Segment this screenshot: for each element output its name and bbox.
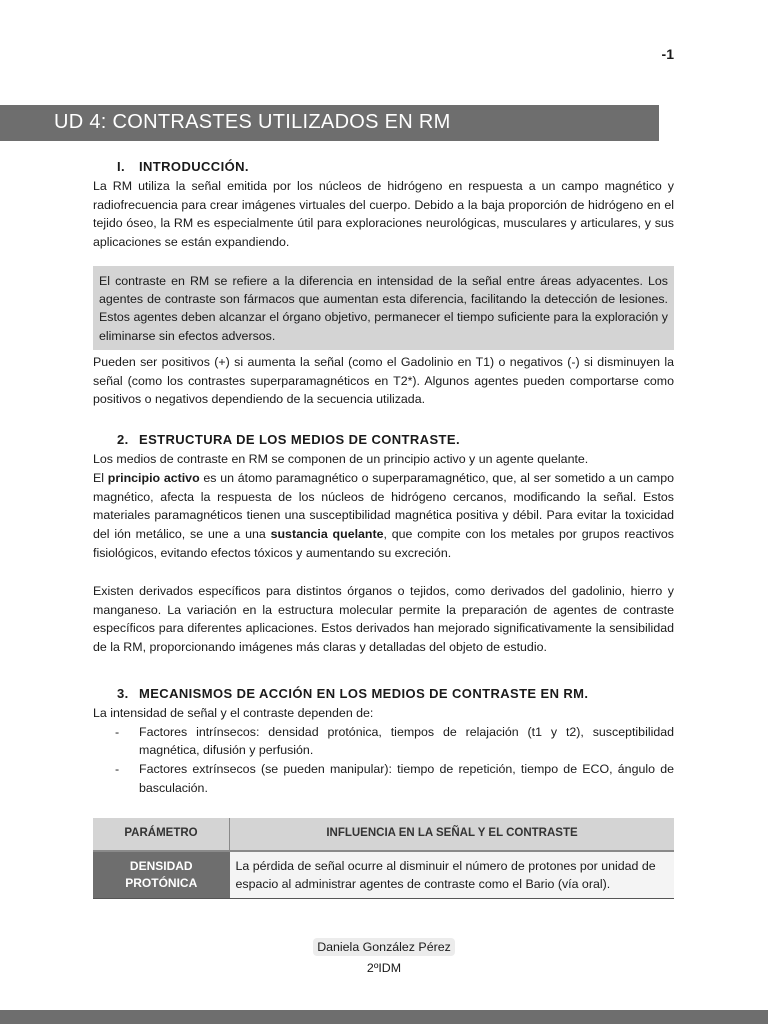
section-3-intro: La intensidad de señal y el contraste dependen de: [93,705,374,720]
column-header-influencia: INFLUENCIA EN LA SEÑAL Y EL CONTRASTE [230,818,675,851]
section-1-title: INTRODUCCIÓN. [139,159,249,174]
list-item [93,723,674,761]
section-2-heading [93,431,674,450]
section-1-number: I. [117,159,126,174]
dash-bullet: - [115,762,120,777]
section-3-number: 3. [117,685,129,701]
title-bar [0,105,659,141]
parameters-table [93,818,674,899]
bold-term-principio-activo: principio activo [107,470,200,485]
section-3-title: MECANISMOS DE ACCIÓN EN LOS MEDIOS DE CONTRASTE EN RM. [139,685,589,701]
document-body [93,158,674,899]
author-name: Daniela González Pérez [313,938,455,956]
section-2-title: ESTRUCTURA DE LOS MEDIOS DE CONTRASTE. [139,432,460,448]
page-number: -1 [661,46,674,62]
footer-author [0,940,768,954]
section-2-line-1: Los medios de contraste en RM se componen de un principio activo y un agente quelante. [93,451,589,466]
section-1-paragraph: La RM utiliza la señal emitida por los núcleos de hidrógeno en respuesta a un campo magnético y radiofrecuencia para crear imágenes virtuales del cuerpo. Debido a la baja proporción de hidrógeno en el tejido óseo, la RM es especialmente útil para exploraciones neurológicas, musculares y articulares, y sus aplicaciones se están expandiendo. [93,178,674,250]
bottom-bar [0,1010,768,1024]
section-1-paragraph-2: Pueden ser positivos (+) si aumenta la señal (como el Gadolinio en T1) o negativos (-) si disminuyen la señal (como los contrastes superparamagnéticos en T2*). Algunos agentes pueden comportarse como positivos o negativos dependiendo de la secuencia utilizada. [93,354,674,407]
section-3-heading [93,685,674,704]
section-2-number: 2. [117,432,129,448]
section-2-paragraph [93,469,674,563]
table-header-row [93,818,674,851]
highlight-box: El contraste en RM se refiere a la diferencia en intensidad de la señal entre áreas adyacentes. Los agentes de contraste son fármacos que aumentan esta diferencia, facilitando la detección de lesiones. Estos agentes deben alcanzar el órgano objetivo, permanecer el tiempo suficiente para la exploración y eliminarse sin efectos adversos. [93,266,674,350]
text-run: , que compite con los metales por grupos reactivos fisiológicos, evitando efectos tóxicos y aumentando su excreción. [93,527,675,560]
parameter-cell: DENSIDAD PROTÓNICA [93,851,230,899]
section-1-heading [93,158,674,177]
text-run: El [93,470,108,485]
footer-course: 2ºIDM [366,961,402,975]
text-run: es un átomo paramagnético o superparamagnético, que, al ser sometido a un campo magnético, afecta la respuesta de los núcleos de hidrógeno cercanos, modificando la señal. Estos materiales paramagnéticos tienen una susceptibilidad magnética positiva y débil. Para evitar la toxicidad del ión metálico, se une a una [93,470,674,542]
section-2-paragraph-2: Existen derivados específicos para distintos órganos o tejidos, como derivados del gadolinio, hierro y manganeso. La variación en la estructura molecular permite la preparación de agentes de contraste específicos para diferentes aplicaciones. Estos derivados han mejorado significativamente la sensibilidad de la RM, proporcionando imágenes más claras y detalladas del objeto de estudio. [93,583,674,655]
description-cell: La pérdida de señal ocurre al disminuir el número de protones por unidad de espacio al administrar agentes de contraste como el Bario (vía oral). [230,851,675,899]
bold-term-sustancia-quelante: sustancia quelante [270,527,384,542]
list-item [93,760,674,798]
list-item-text: Factores extrínsecos (se pueden manipular): tiempo de repetición, tiempo de ECO, ángulo de basculación. [139,762,674,795]
column-header-parametro: PARÁMETRO [93,818,230,851]
factor-list [93,723,674,798]
dash-bullet: - [115,724,120,739]
table-row [93,851,674,899]
list-item-text: Factores intrínsecos: densidad protónica, tiempos de relajación (t1 y t2), susceptibilidad magnética, difusión y perfusión. [139,724,674,758]
document-title: UD 4: CONTRASTES UTILIZADOS EN RM [54,111,451,133]
